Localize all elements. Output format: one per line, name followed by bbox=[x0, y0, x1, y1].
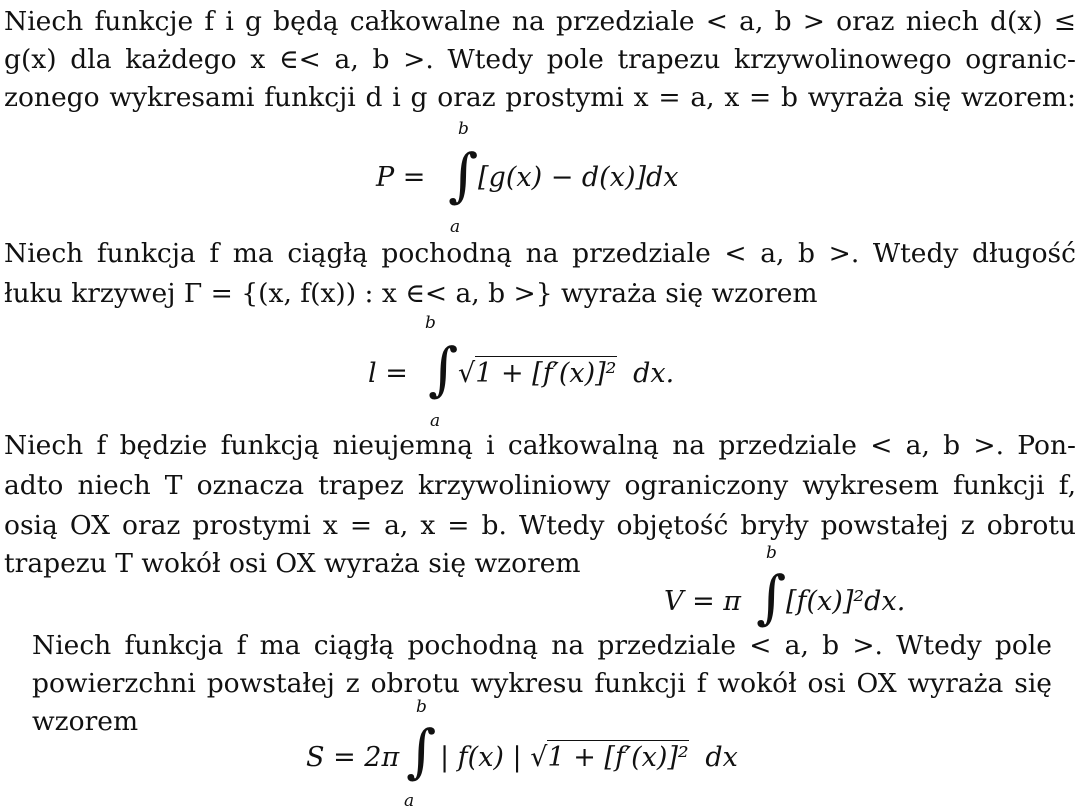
integral-lower-limit: a bbox=[430, 411, 441, 431]
para1-line2: g(x) dla każdego x ∈< a, b >. Wtedy pole trapezu krzywolinowego ogranic- bbox=[4, 44, 1076, 75]
integral-lower-limit: a bbox=[404, 791, 415, 811]
formula-lhs: V = π bbox=[664, 586, 742, 617]
sqrt-radicand: 1 + [f′(x)]² bbox=[475, 358, 617, 389]
formula-lhs: S = 2π bbox=[306, 742, 400, 773]
para3-line3: osią OX oraz prostymi x = a, x = b. Wtedy objętość bryły powstałej z obrotu bbox=[4, 510, 1076, 541]
surface-expression bbox=[440, 740, 738, 776]
sqrt-icon: √ bbox=[530, 742, 548, 773]
para3-line1: Niech f będzie funkcją nieujemną i całkowalną na przedziale < a, b >. Pon- bbox=[4, 430, 1076, 461]
formula-body: [f(x)]²dx. bbox=[786, 586, 906, 617]
para3-line4: trapezu T wokół osi OX wyraża się wzorem bbox=[4, 548, 581, 579]
sqrt-icon: √ bbox=[458, 358, 476, 389]
integral-upper-limit: b bbox=[425, 313, 436, 333]
formula-tail: dx bbox=[705, 742, 738, 773]
formula-lhs: P = bbox=[376, 162, 426, 193]
para3-line2: adto niech T oznacza trapez krzywoliniowy ograniczony wykresem funkcji f, bbox=[4, 470, 1076, 501]
para2-line1: Niech funkcja f ma ciągłą pochodną na przedziale < a, b >. Wtedy długość bbox=[4, 238, 1076, 269]
para4-line2: powierzchni powstałej z obrotu wykresu funkcji f wokół osi OX wyraża się bbox=[32, 668, 1052, 699]
formula-body: [g(x) − d(x)]dx bbox=[478, 162, 679, 193]
para4-line1: Niech funkcja f ma ciągłą pochodną na przedziale < a, b >. Wtedy pole bbox=[32, 630, 1052, 661]
integral-sign: ∫ bbox=[448, 141, 479, 209]
para4-line3: wzorem bbox=[32, 706, 139, 737]
integral-sign: ∫ bbox=[428, 335, 459, 403]
para1-line3: zonego wykresami funkcji d i g oraz prostymi x = a, x = b wyraża się wzorem: bbox=[4, 82, 1076, 113]
formula-mid: | f(x) | bbox=[440, 742, 522, 773]
sqrt-radicand: 1 + [f′(x)]² bbox=[547, 742, 689, 773]
integral-lower-limit: a bbox=[450, 217, 461, 237]
formula-tail: dx. bbox=[633, 358, 675, 389]
integral-sign: ∫ bbox=[406, 717, 437, 785]
para1-line1: Niech funkcje f i g będą całkowalne na przedziale < a, b > oraz niech d(x) ≤ bbox=[4, 6, 1076, 37]
integral-upper-limit: b bbox=[766, 543, 777, 563]
integral-upper-limit: b bbox=[416, 697, 427, 717]
integral-upper-limit: b bbox=[458, 119, 469, 139]
sqrt-expression bbox=[458, 356, 674, 392]
formula-lhs: l = bbox=[368, 358, 408, 389]
integral-sign: ∫ bbox=[756, 563, 787, 631]
para2-line2: łuku krzywej Γ = {(x, f(x)) : x ∈< a, b >} wyraża się wzorem bbox=[4, 278, 818, 309]
